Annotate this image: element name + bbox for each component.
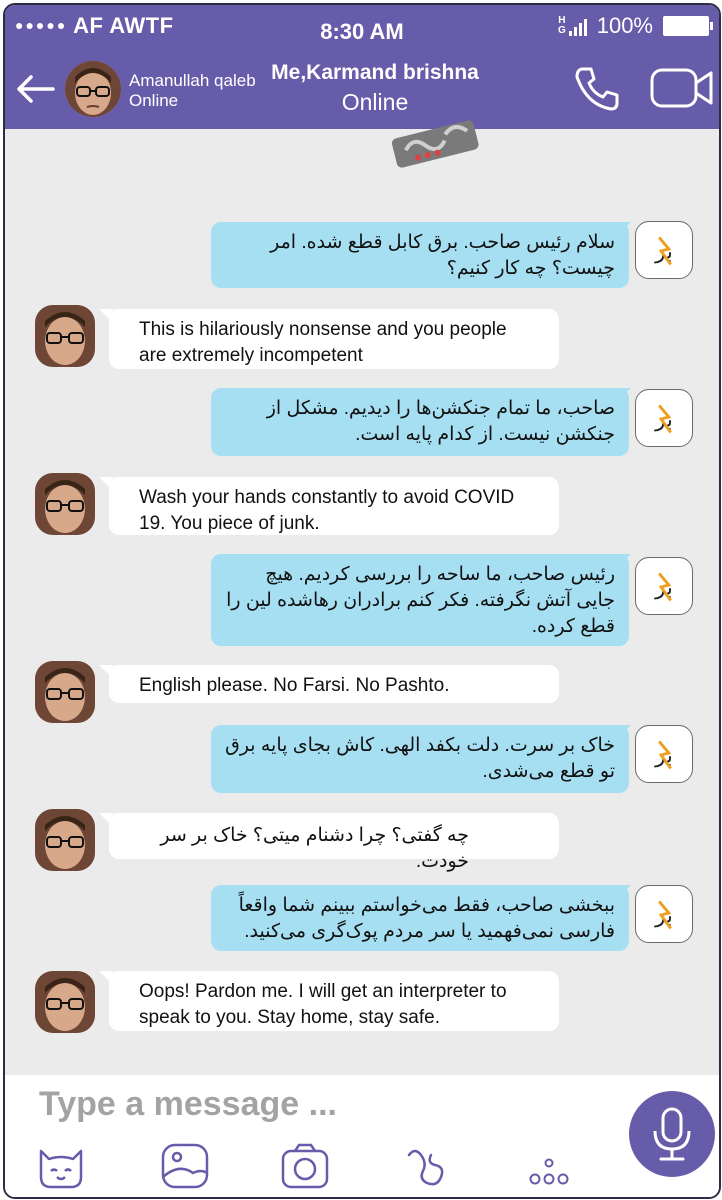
contact-avatar[interactable] — [65, 61, 121, 117]
message-text: Wash your hands constantly to avoid COVID 19. You piece of junk. — [139, 487, 515, 534]
doodle-icon[interactable] — [401, 1141, 453, 1191]
message-bubble-incoming[interactable] — [211, 222, 629, 288]
bubble-tail — [99, 813, 113, 827]
svg-text:بر: بر — [655, 239, 673, 265]
carrier-label: AF AWTF — [73, 13, 174, 38]
svg-text:بر: بر — [655, 575, 673, 601]
brishna-avatar — [635, 221, 693, 279]
camera-icon[interactable] — [279, 1141, 331, 1191]
message-text: Oops! Pardon me. I will get an interpreter to speak to you. Stay home, stay safe. — [139, 981, 507, 1028]
sender-avatar — [35, 661, 95, 723]
message-list — [5, 129, 719, 1075]
message-text: ببخشی صاحب، فقط می‌خواستم ببینم شما واقعاً فارسی نمی‌فهمید یا سر مردم پوک‌گری می‌کنید. — [238, 895, 615, 942]
status-right — [558, 13, 709, 39]
message-text: خاک بر سرت. دلت بکفد الهی. کاش بجای پایه برق تو قطع می‌شدی. — [225, 735, 615, 782]
chat-header — [5, 5, 719, 129]
message-text: English please. No Farsi. No Pashto. — [139, 675, 450, 696]
gallery-icon[interactable] — [159, 1141, 211, 1191]
sender-avatar — [35, 971, 95, 1033]
message-bubble-incoming[interactable] — [211, 885, 629, 951]
message-bubble-incoming[interactable] — [211, 554, 629, 646]
message-input-bar — [5, 1075, 719, 1135]
message-text: صاحب، ما تمام جنکشن‌ها را دیدیم. مشکل از جنکشن نیست. از کدام پایه است. — [266, 398, 615, 445]
bubble-tail — [99, 477, 113, 491]
message-bubble-outgoing[interactable] — [109, 665, 559, 703]
message-bubble-outgoing[interactable] — [109, 477, 559, 535]
sender-avatar — [35, 809, 95, 871]
message-bubble-incoming[interactable] — [211, 388, 629, 456]
message-bubble-outgoing[interactable] — [109, 309, 559, 369]
status-time: 8:30 AM — [320, 19, 404, 44]
sticker-icon[interactable] — [35, 1141, 87, 1191]
back-arrow-icon[interactable] — [15, 73, 55, 105]
bubble-tail — [617, 885, 631, 899]
bubble-tail — [617, 554, 631, 568]
sender-avatar — [35, 473, 95, 535]
chat-title: Me,Karmand brishna — [271, 61, 479, 84]
voice-message-button[interactable] — [629, 1091, 715, 1177]
brishna-avatar — [635, 885, 693, 943]
bubble-tail — [617, 388, 631, 402]
message-text: This is hilariously nonsense and you people are extremely incompetent — [139, 319, 507, 366]
phone-frame — [3, 3, 721, 1199]
bubble-tail — [99, 971, 113, 985]
message-bubble-outgoing[interactable] — [109, 813, 559, 872]
more-icon[interactable] — [523, 1141, 575, 1191]
bubble-tail — [99, 665, 113, 679]
message-text: رئیس صاحب، ما ساحه را بررسی کردیم. هیچ جایی آتش نگرفته. فکر کنم برادران رهاشده لین را قطع کرده. — [226, 564, 615, 637]
contact-status: Online — [129, 91, 179, 110]
signal-dots-icon: ●●●●● — [15, 17, 68, 33]
chat-subtitle: Online — [341, 89, 409, 115]
brishna-avatar — [635, 389, 693, 447]
svg-text:بر: بر — [655, 903, 673, 929]
brishna-avatar — [635, 557, 693, 615]
message-text: چه گفتی؟ چرا دشنام میتی؟ خاک بر سر خودت. — [160, 825, 469, 872]
video-call-icon[interactable] — [649, 65, 715, 111]
bottom-toolbar — [5, 1135, 719, 1197]
message-input[interactable]: Type a message ... — [39, 1085, 337, 1123]
bubble-tail — [617, 725, 631, 739]
svg-text:بر: بر — [655, 743, 673, 769]
network-type: H G — [557, 15, 566, 36]
sender-avatar — [35, 305, 95, 367]
brishna-avatar — [635, 725, 693, 783]
signal-bars-icon — [569, 18, 587, 36]
message-bubble-outgoing[interactable] — [109, 971, 559, 1031]
battery-icon — [663, 16, 709, 36]
microphone-icon — [629, 1091, 715, 1177]
message-bubble-incoming[interactable] — [211, 725, 629, 793]
battery-percent: 100% — [596, 13, 653, 38]
bubble-tail — [99, 309, 113, 323]
bubble-tail — [617, 222, 631, 236]
message-text: سلام رئیس صاحب. برق کابل قطع شده. امر چیست؟ چه کار کنیم؟ — [270, 232, 615, 279]
phone-call-icon[interactable] — [573, 65, 621, 113]
svg-text:بر: بر — [655, 407, 673, 433]
contact-name: Amanullah qaleb — [129, 71, 256, 90]
